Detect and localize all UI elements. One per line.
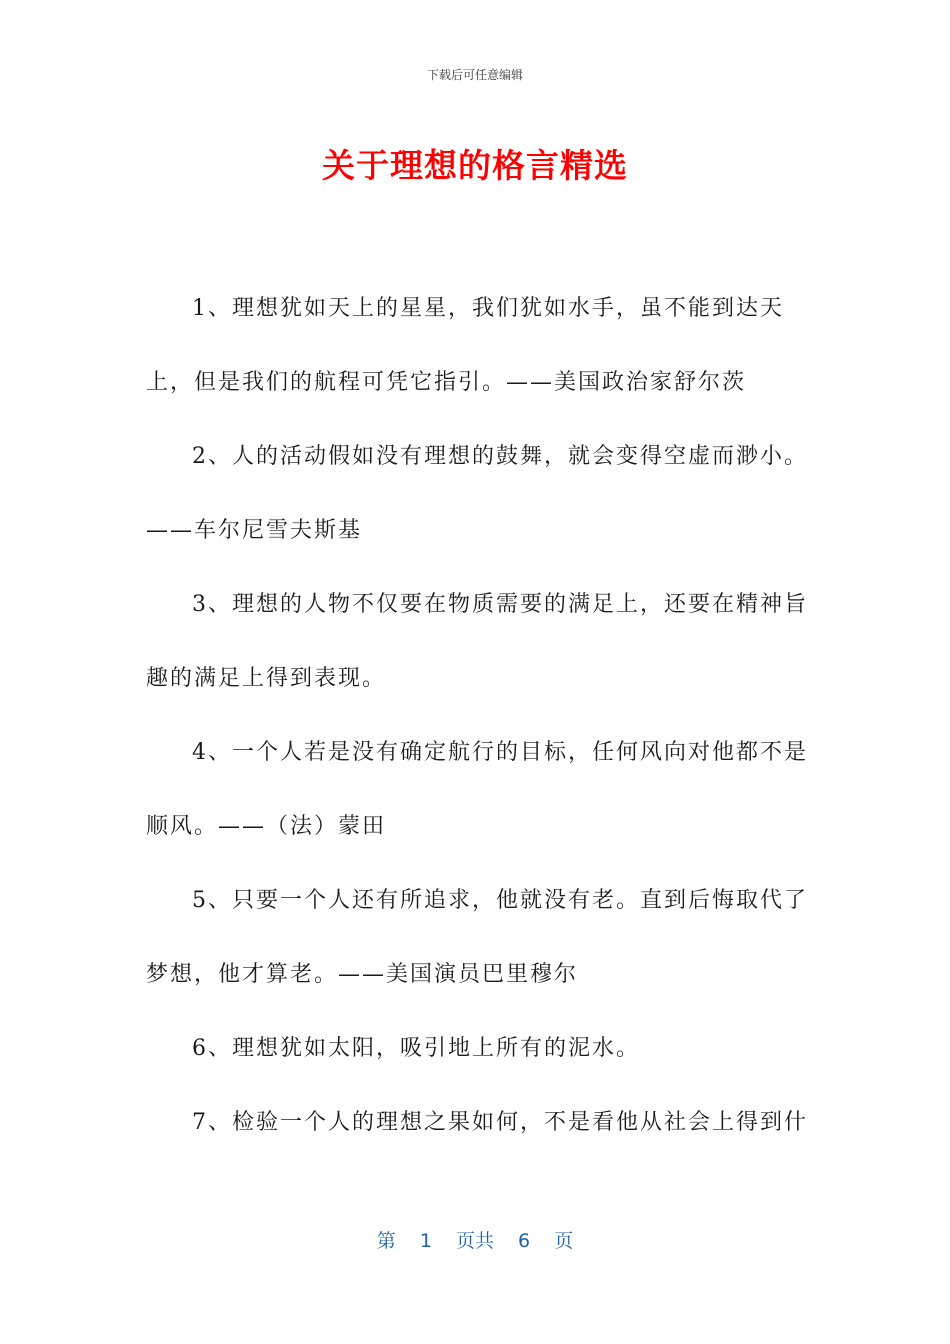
- paragraph-1: 1、理想犹如天上的星星，我们犹如水手，虽不能到达天上，但是我们的航程可凭它指引。——美国政治家舒尔茨: [146, 296, 784, 395]
- page-footer: [0, 1226, 950, 1253]
- document-title: 关于理想的格言精选: [322, 146, 628, 185]
- footer-middle: 页共: [455, 1230, 494, 1252]
- header-note: 下载后可任意编辑: [426, 68, 523, 82]
- footer-prefix: 第: [376, 1230, 396, 1252]
- document-body: [146, 272, 816, 1160]
- paragraph-2: 2、人的活动假如没有理想的鼓舞，就会变得空虚而渺小。——车尔尼雪夫斯基: [146, 444, 808, 543]
- paragraph-3: 3、理想的人物不仅要在物质需要的满足上，还要在精神旨趣的满足上得到表现。: [146, 592, 808, 691]
- paragraph-5: 5、只要一个人还有所追求，他就没有老。直到后悔取代了梦想，他才算老。——美国演员巴里穆尔: [146, 888, 808, 987]
- paragraph-4: 4、一个人若是没有确定航行的目标，任何风向对他都不是顺风。——（法）蒙田: [146, 740, 808, 839]
- footer-total-pages: 6: [518, 1230, 531, 1252]
- paragraph-7: 7、检验一个人的理想之果如何，不是看他从社会上得到什: [192, 1110, 808, 1135]
- footer-suffix: 页: [554, 1230, 574, 1252]
- footer-current-page: 1: [419, 1230, 432, 1252]
- paragraph-6: 6、理想犹如太阳，吸引地上所有的泥水。: [192, 1036, 640, 1061]
